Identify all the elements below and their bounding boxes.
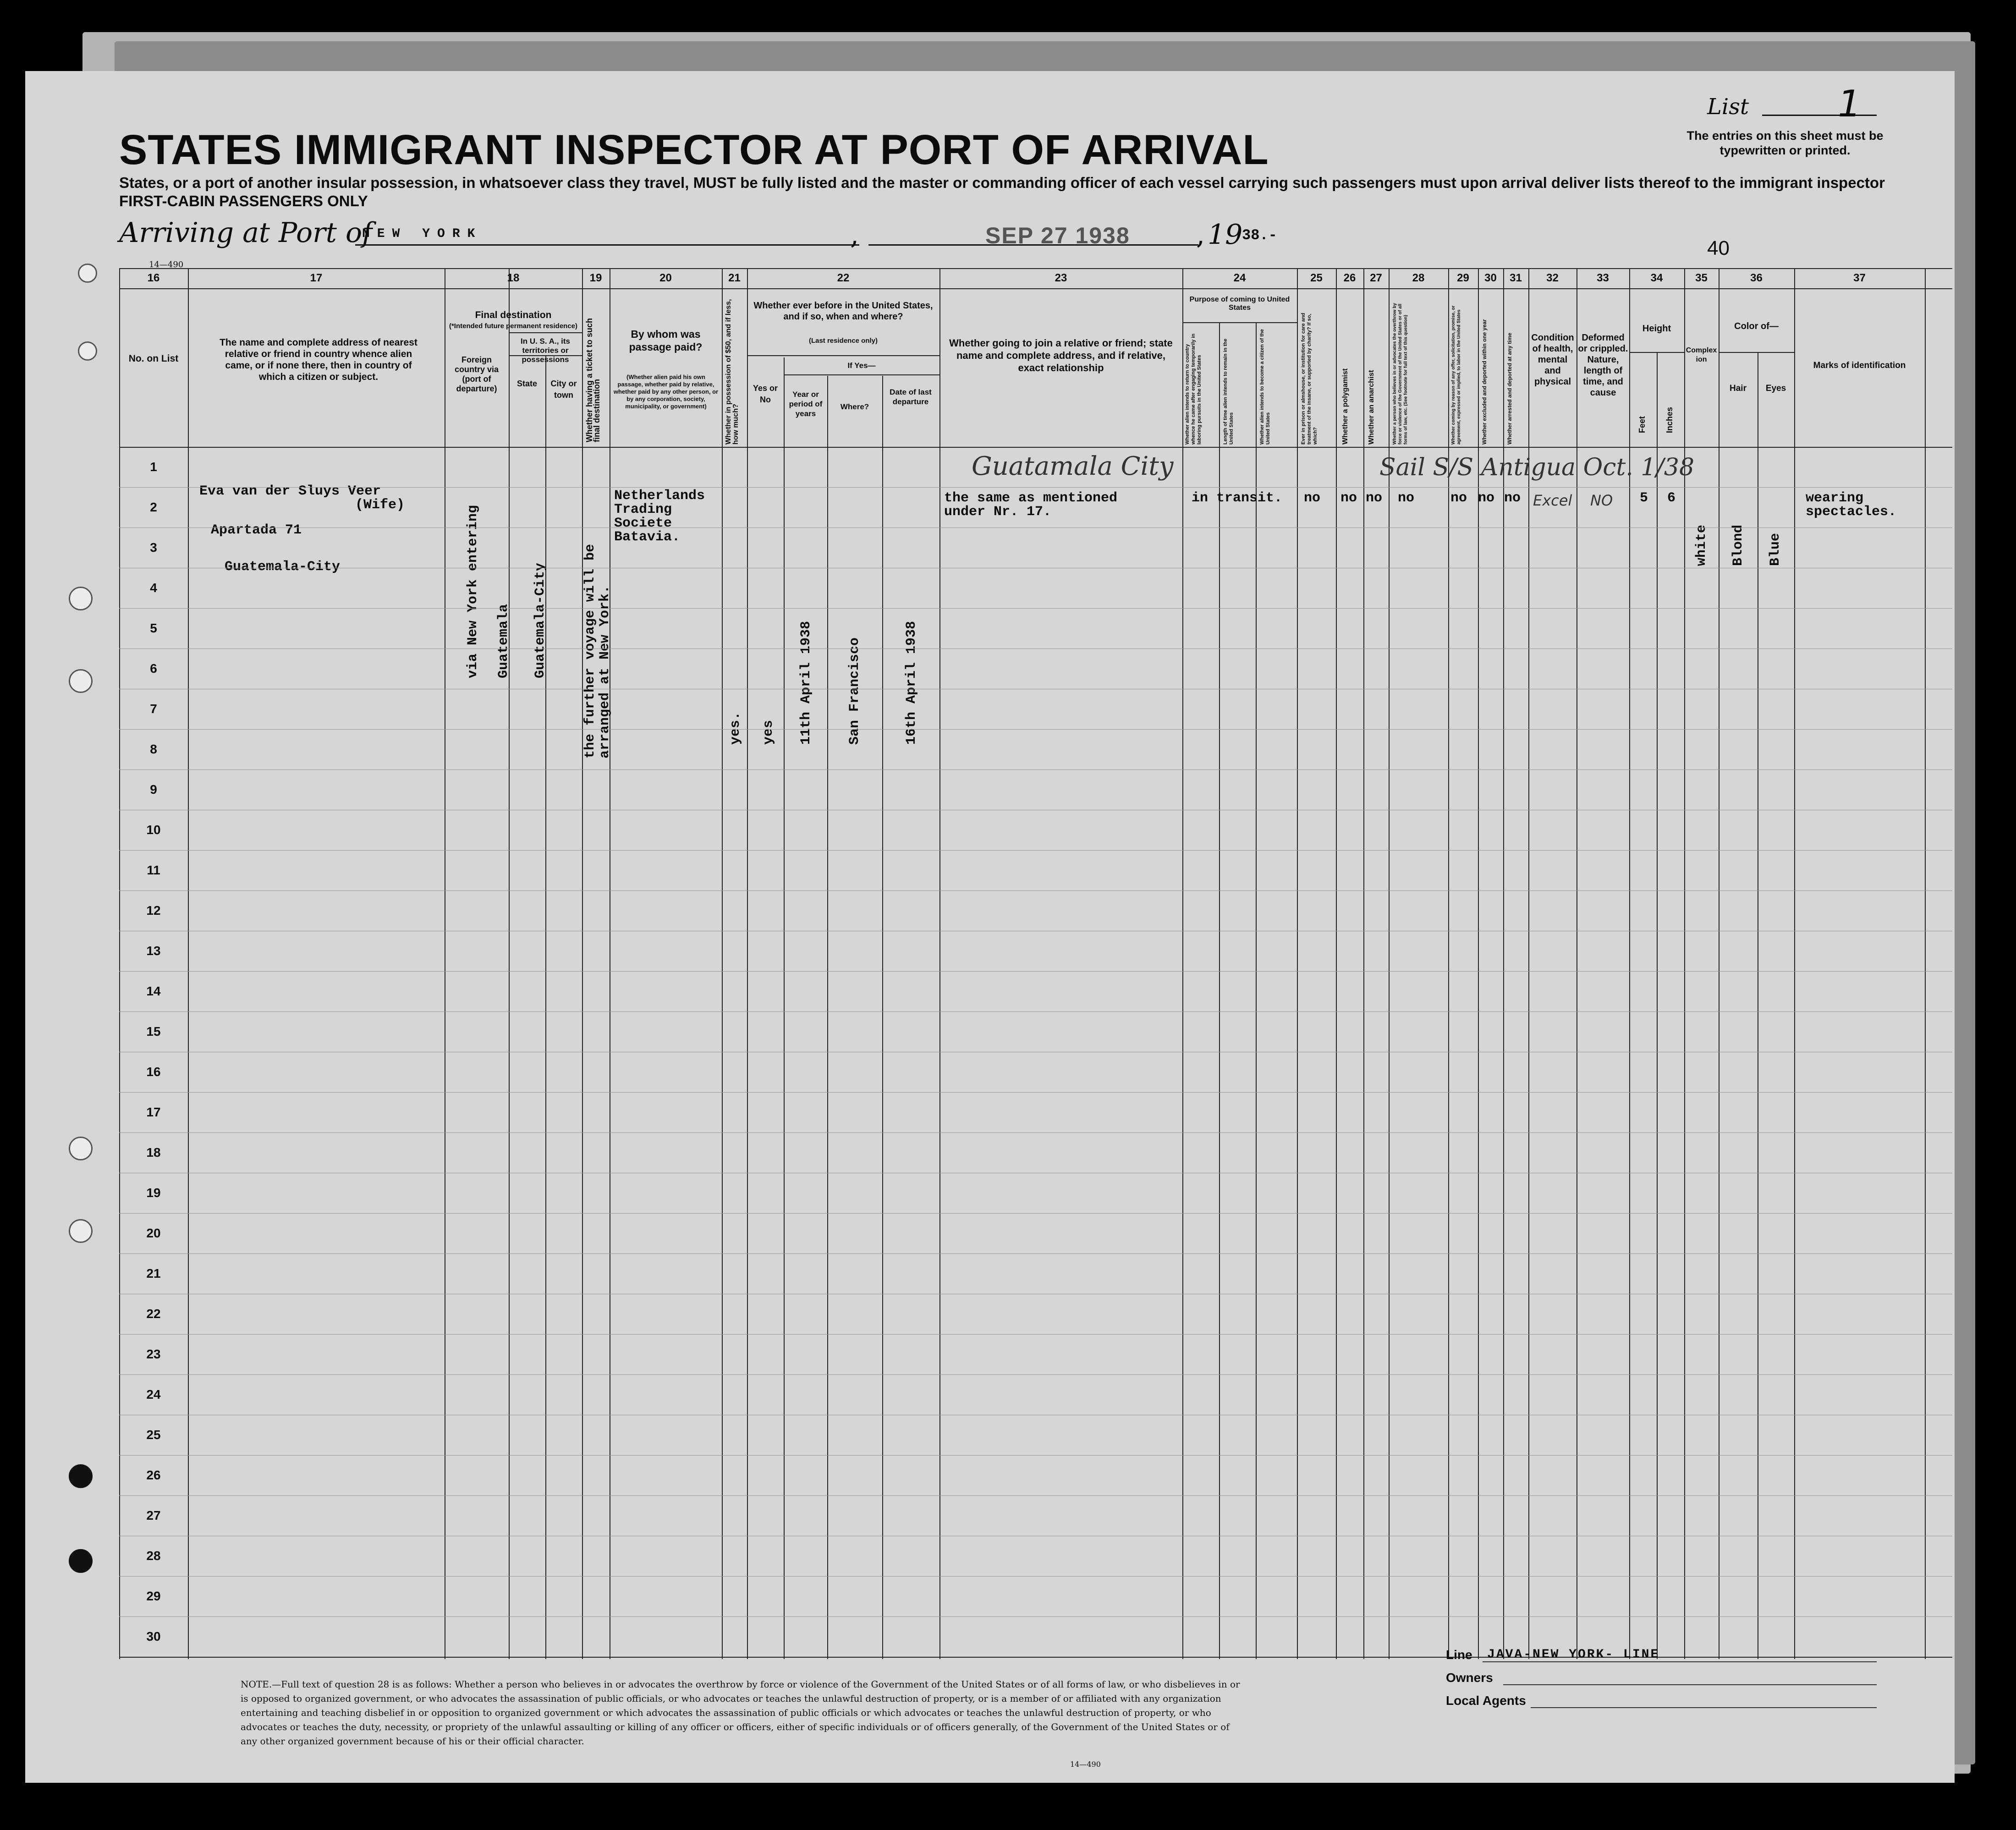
row-number: 8 — [150, 742, 157, 756]
height-feet: 5 — [1640, 490, 1648, 506]
colnum-37: 37 — [1853, 272, 1866, 284]
hair-color: Blond — [1730, 524, 1746, 566]
punch-hole — [78, 264, 97, 283]
col-border — [119, 268, 120, 1659]
row-line — [119, 1011, 1952, 1012]
row-number: 1 — [150, 460, 157, 474]
header-final-destination: Final destination — [475, 310, 552, 320]
header-money: Whether in possession of $50, and if less, how much? — [725, 299, 740, 445]
col-border — [1256, 323, 1257, 1659]
row-line — [119, 608, 1952, 609]
purpose: in transit. — [1192, 490, 1283, 506]
shipping-line: JAVA-NEW YORK- LINE — [1487, 1648, 1660, 1662]
header-date-departure: Date of last departure — [890, 388, 932, 406]
excluded: no — [1478, 490, 1495, 506]
header-purpose-length: Length of time alien intends to remain in the United States — [1223, 338, 1234, 445]
document-title: STATES IMMIGRANT INSPECTOR AT PORT OF ARRIVAL — [119, 126, 1269, 173]
col-border — [882, 376, 883, 1659]
foreign-via: via New York entering — [465, 505, 481, 678]
punch-hole — [69, 1137, 93, 1160]
header-hair: Hair — [1730, 384, 1747, 393]
header-final-destination-note: (*Intended future permanent residence) — [449, 322, 578, 330]
subheader-border — [509, 332, 582, 333]
row-line — [119, 1092, 1952, 1093]
header-inches: Inches — [1665, 407, 1674, 433]
colnum-24: 24 — [1233, 272, 1246, 284]
header-joining-relative: Whether going to join a relative or friend; state name and complete address, and if relative, exact relationship — [949, 337, 1173, 374]
manifest-table — [119, 268, 1952, 1659]
destination-city: Guatemala-City — [533, 562, 548, 678]
comma-separator: , — [850, 219, 859, 251]
col-border — [1182, 268, 1183, 1659]
punch-hole — [69, 1549, 93, 1573]
relative-address: Apartada 71 — [211, 522, 302, 538]
punch-hole — [78, 341, 97, 361]
row-number: 20 — [146, 1226, 161, 1240]
header-nearest-relative: The name and complete address of nearest relative or friend in country whence alien came, or if none there, then in country of which a citizen or subject. — [220, 337, 417, 382]
col-border — [509, 268, 510, 1659]
row-number: 24 — [146, 1387, 161, 1401]
list-label: List — [1707, 94, 1749, 120]
colnum-27: 27 — [1370, 272, 1382, 284]
agents-label: Local Agents — [1446, 1693, 1526, 1708]
row-line — [119, 487, 1952, 488]
passenger-class: FIRST-CABIN PASSENGERS ONLY — [119, 192, 368, 209]
row-line — [119, 890, 1952, 891]
row-number: 9 — [150, 782, 157, 797]
row-line — [119, 1253, 1952, 1254]
colnum-border — [119, 288, 1952, 289]
colnum-17: 17 — [310, 272, 323, 284]
joining-line-2: under Nr. 17. — [944, 504, 1052, 520]
row-number: 25 — [146, 1428, 161, 1442]
row-line — [119, 1374, 1952, 1375]
row-line — [119, 971, 1952, 972]
row-number: 14 — [146, 984, 161, 998]
row-line — [119, 1616, 1952, 1617]
row-line — [119, 850, 1952, 851]
header-arrested: Whether arrested and deported at any time — [1506, 332, 1513, 445]
relative-city: Guatemala-City — [225, 559, 341, 575]
punch-hole — [69, 1219, 93, 1243]
col-border — [188, 268, 189, 1659]
subheader-border — [1719, 352, 1794, 353]
header-before-in-us: Whether ever before in the United States, and if so, when and where? — [753, 301, 933, 322]
header-purpose-citizen: Whether alien intends to become a citizen of the United States — [1259, 329, 1271, 445]
header-marks: Marks of identification — [1813, 361, 1906, 370]
footer-form-code: 14—490 — [1070, 1760, 1101, 1769]
colnum-19: 19 — [589, 272, 602, 284]
marks-1: wearing — [1806, 490, 1864, 506]
row-number: 6 — [150, 661, 157, 676]
col-border — [827, 376, 828, 1659]
header-labor-offer: Whether coming by reason of any offer, solicitation, promise, or agreement, expressed or implied, to labor in the United States — [1451, 305, 1461, 445]
col-border — [545, 355, 546, 1659]
header-purpose: Purpose of coming to United States — [1189, 296, 1290, 312]
colnum-30: 30 — [1484, 272, 1497, 284]
instruction-text: States, or a port of another insular possession, in whatsoever class they travel, MUST be fully listed and the master or commanding officer of each vessel carrying such passengers must upon arrival deliver lists thereof to the immigrant inspector — [119, 174, 1885, 191]
row-number: 13 — [146, 944, 161, 958]
row-number: 2 — [150, 500, 157, 514]
header-health: Condition of health, mental and physical — [1531, 333, 1574, 387]
header-polygamist: Whether a polygamist — [1341, 368, 1349, 445]
colnum-31: 31 — [1510, 272, 1522, 284]
colnum-25: 25 — [1310, 272, 1323, 284]
row-line — [119, 769, 1952, 770]
row-number: 30 — [146, 1629, 161, 1643]
complexion: white — [1694, 524, 1709, 566]
paid-by-3: Societe — [614, 516, 672, 531]
colnum-34: 34 — [1650, 272, 1663, 284]
header-deformed: Deformed or crippled. Nature, length of time, and cause — [1578, 333, 1628, 398]
header-passage-paid: By whom was passage paid? — [629, 328, 703, 353]
subheader-border — [509, 355, 582, 356]
row-number: 17 — [146, 1105, 161, 1119]
eye-color: Blue — [1768, 533, 1783, 566]
row-number: 27 — [146, 1508, 161, 1522]
punch-hole — [69, 587, 93, 610]
comma-separator-2: , — [1196, 219, 1205, 251]
polygamist: no — [1340, 490, 1357, 506]
owners-underline — [1503, 1684, 1877, 1685]
punch-hole — [69, 1464, 93, 1488]
manifest-sheet — [25, 71, 1955, 1783]
ticket-status: the further voyage will be arranged at New York. — [582, 544, 613, 758]
col-border — [1794, 268, 1795, 1659]
header-anarchist: Whether an anarchist — [1368, 370, 1375, 445]
row-line — [119, 729, 1952, 730]
header-complexion: Complexion — [1686, 346, 1717, 363]
paid-by-4: Batavia. — [614, 529, 681, 545]
header-ticket: Whether having a ticket to such final destination — [585, 318, 601, 442]
marks-2: spectacles. — [1806, 504, 1897, 520]
owners-label: Owners — [1446, 1671, 1493, 1685]
header-purpose-return: Whether alien intends to return to country whence he came after engaging temporarily in laboring pursuits in the United States — [1185, 333, 1202, 445]
row-line — [119, 1576, 1952, 1577]
colnum-26: 26 — [1343, 272, 1356, 284]
header-yes-no: Yes or No — [753, 384, 778, 404]
row-number: 18 — [146, 1145, 161, 1160]
colnum-22: 22 — [837, 272, 850, 284]
header-feet: Feet — [1637, 416, 1647, 433]
colnum-32: 32 — [1546, 272, 1559, 284]
labor-offer: no — [1450, 490, 1467, 506]
col-border — [1925, 268, 1926, 1659]
row-line — [119, 1455, 1952, 1456]
row-number: 11 — [147, 863, 160, 877]
port-underline — [355, 244, 859, 246]
destination-state: Guatemala — [496, 604, 511, 678]
year-before: 11th April 1938 — [798, 621, 814, 745]
table-bottom-border — [119, 1657, 1952, 1658]
header-foreign-country: Foreign country via (port of departure) — [454, 355, 499, 393]
subheader-border — [747, 355, 939, 356]
header-year-period: Year or period of years — [789, 390, 823, 418]
header-color-of: Color of— — [1734, 321, 1779, 331]
typewritten-note: The entries on this sheet must be typewritten or printed. — [1686, 129, 1884, 157]
row-number: 23 — [146, 1347, 161, 1361]
colnum-18: 18 — [507, 272, 520, 284]
row-number: 15 — [146, 1024, 161, 1039]
header-no-on-list: No. on List — [128, 353, 179, 364]
colnum-23: 23 — [1055, 272, 1067, 284]
money-50: yes. — [728, 711, 743, 745]
col-border — [747, 268, 748, 1659]
col-border — [939, 268, 940, 1659]
row-line — [119, 1334, 1952, 1335]
relative-name: Eva van der Sluys Veer — [199, 484, 381, 499]
header-before-in-us-note: (Last residence only) — [808, 337, 878, 345]
colnum-36: 36 — [1750, 272, 1763, 284]
relationship: (Wife) — [355, 497, 405, 513]
row-number: 7 — [150, 702, 157, 716]
row-number: 12 — [146, 903, 161, 918]
list-number: 1 — [1838, 82, 1861, 125]
where-before: San Francisco — [847, 637, 862, 745]
agents-underline — [1531, 1707, 1877, 1708]
joining-handwritten: Guatamala City — [972, 451, 1174, 481]
arrested: no — [1504, 490, 1521, 506]
row-number: 21 — [146, 1266, 161, 1280]
row-number: 26 — [146, 1468, 161, 1482]
subheader-border — [1182, 322, 1297, 323]
joining-line-1: the same as mentioned — [944, 490, 1118, 506]
punch-hole — [69, 669, 93, 693]
anarchist: no — [1366, 490, 1383, 506]
row-line — [119, 1132, 1952, 1133]
header-where: Where? — [840, 402, 869, 411]
col-border — [1336, 268, 1337, 1659]
colnum-20: 20 — [659, 272, 672, 284]
row-number: 28 — [146, 1549, 161, 1563]
before-in-us: yes — [761, 720, 776, 745]
row-number: 3 — [150, 540, 157, 555]
header-overthrow: Whether a person who believes in or advocates the overthrow by force or violence of the Government of the United States or of all forms of law, etc. (See footnote for full text of this question) — [1392, 303, 1408, 445]
prison: no — [1304, 490, 1321, 506]
subheader-border — [1629, 352, 1684, 353]
colnum-28: 28 — [1412, 272, 1425, 284]
overthrow: no — [1398, 490, 1415, 506]
header-eyes: Eyes — [1765, 384, 1786, 393]
paid-by-1: Netherlands — [614, 488, 705, 504]
row-number: 4 — [150, 581, 157, 595]
row-number: 5 — [150, 621, 157, 635]
line-label: Line — [1446, 1648, 1472, 1662]
row-line — [119, 1213, 1952, 1214]
date-departure: 16th April 1938 — [904, 621, 919, 745]
row-number: 19 — [146, 1186, 161, 1200]
header-height: Height — [1642, 324, 1671, 334]
table-top-border — [119, 268, 1952, 269]
colnum-21: 21 — [728, 272, 741, 284]
health: Excel — [1533, 492, 1572, 509]
header-in-usa: In U. S. A., its territories or possessions — [521, 337, 570, 364]
colnum-33: 33 — [1597, 272, 1609, 284]
header-bottom-border — [119, 447, 1952, 448]
col-border — [1363, 268, 1364, 1659]
subheader-border — [784, 374, 939, 375]
header-state: State — [516, 379, 537, 388]
row-number: 22 — [146, 1307, 161, 1321]
header-passage-paid-note: (Whether alien paid his own passage, whether paid by relative, whether paid by any other person, or by any corporation, society, municipality, or government) — [613, 374, 719, 410]
sheet-number: 40 — [1707, 237, 1730, 259]
colnum-35: 35 — [1695, 272, 1708, 284]
paid-by-2: Trading — [614, 502, 672, 517]
col-border — [1219, 323, 1220, 1659]
row-line — [119, 1495, 1952, 1496]
height-inches: 6 — [1667, 490, 1676, 506]
year-suffix: 38.- — [1242, 227, 1277, 244]
row-number: 16 — [146, 1065, 161, 1079]
row-number: 29 — [146, 1589, 161, 1603]
row-number: 10 — [146, 823, 161, 837]
col-border — [1297, 268, 1298, 1659]
col-border — [784, 357, 785, 1659]
header-prison: Ever in prison or almshouse, or institution for care and treatment of the insane, or supported by charity? If so, which? — [1301, 313, 1318, 445]
col-border — [722, 268, 723, 1659]
deformed: NO — [1590, 492, 1613, 509]
form-code: 14—490 — [149, 260, 184, 269]
header-city: City or town — [550, 379, 577, 400]
colnum-29: 29 — [1457, 272, 1469, 284]
arriving-label: Arriving at Port of — [119, 217, 373, 249]
header-if-yes: If Yes— — [847, 361, 876, 370]
arrival-port: NEW YORK — [362, 227, 483, 241]
colnum-16: 16 — [147, 272, 160, 284]
header-excluded: Whether excluded and deported within one year — [1481, 319, 1488, 445]
footnote-question-28: NOTE.—Full text of question 28 is as follows: Whether a person who believes in or advocates the overthrow by force or violence of the Government of the United States or of all forms of law, or who disbelieves in or is opposed to organized government, or who advocates the assassination of public officials, or who advocates or teaches the unlawful destruction of property, or is a member of or affiliated with any organization entertaining and teaching disbelief in or opposition to organized government or which advocates the assassination of public officials or which advocates or teaches the unlawful destruction of property, or who advocates or teaches the duty, necessity, or propriety of the unlawful assaulting or killing of any officer or officers, either of specific individuals or of officers generally, of the Government of the United States or of any other organized government because of his or their official character. — [241, 1679, 1240, 1747]
row-line — [119, 648, 1952, 649]
year-prefix: 19 — [1208, 219, 1243, 251]
date-stamp: SEP 27 1938 — [985, 223, 1130, 248]
col-border — [1657, 353, 1658, 1659]
sailing-annotation: Sail S/S Antigua Oct. 1/38 — [1379, 454, 1695, 481]
